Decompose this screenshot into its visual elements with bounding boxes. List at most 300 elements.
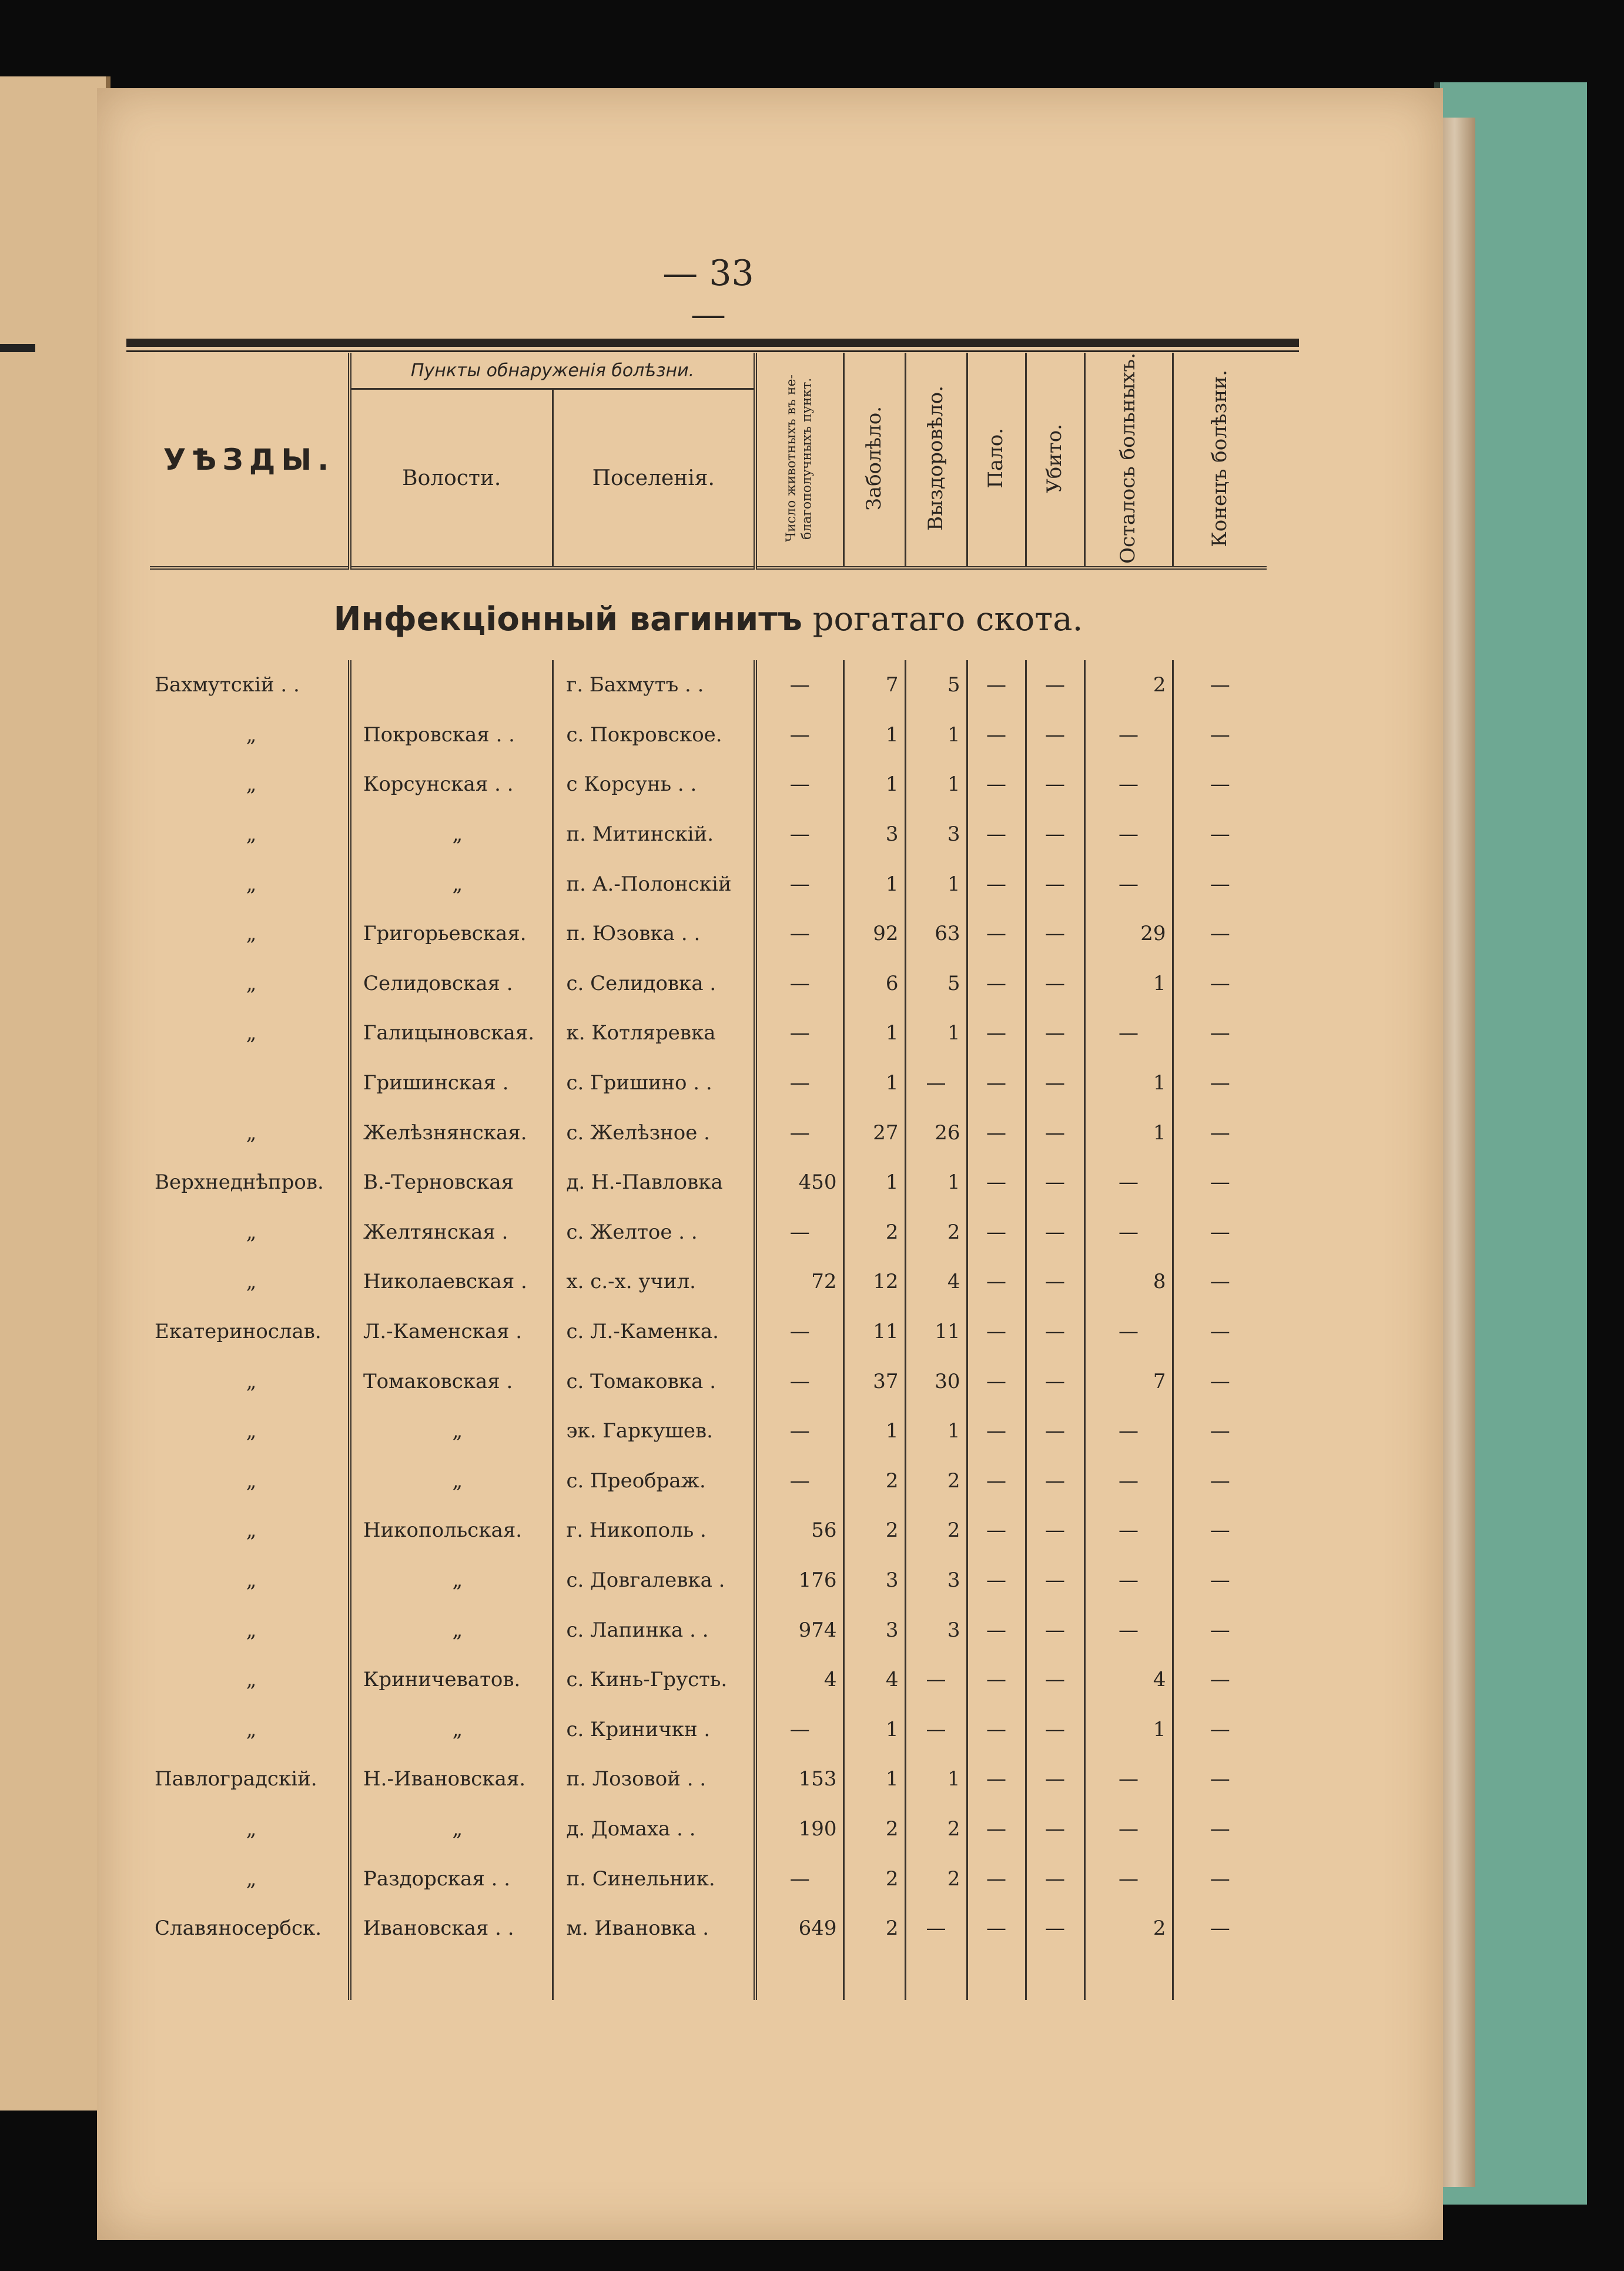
cell-ost: 1	[1084, 1108, 1173, 1158]
cell-chislo: —	[755, 810, 843, 859]
cell-ost: 29	[1084, 909, 1173, 959]
cell-chislo: 176	[755, 1556, 843, 1606]
cell-uezd: Славяносербск.	[155, 1917, 322, 1941]
cell-kon: —	[1173, 1506, 1267, 1556]
cell-zab: 1	[843, 1008, 905, 1058]
cell-ost: 1	[1084, 1058, 1173, 1108]
cell-vol: Раздорская . .	[350, 1854, 553, 1904]
cell-palo: —	[967, 1008, 1026, 1058]
cell-vyz: 2	[905, 1456, 967, 1506]
cell-palo: —	[967, 1804, 1026, 1854]
cell-vyz: 2	[905, 1506, 967, 1556]
cell-uezd: „	[246, 822, 257, 847]
cell-vol: Николаевская .	[350, 1257, 553, 1307]
table-row	[150, 1456, 1267, 1506]
cell-zab: 37	[843, 1356, 905, 1406]
cell-zab: 2	[843, 1506, 905, 1556]
cell-ost: —	[1084, 1556, 1173, 1606]
cell-zab: 6	[843, 959, 905, 1009]
cell-zab: 2	[843, 1804, 905, 1854]
header-chislo: Число животныхъ въ не-благополучныхъ пункт.	[755, 353, 843, 568]
table-bottom	[150, 1953, 1267, 2000]
cell-uezd: „	[246, 971, 257, 995]
cell-palo: —	[967, 810, 1026, 859]
cell-uezd: „	[246, 1717, 257, 1741]
cell-ubito: —	[1026, 810, 1084, 859]
header-palo: Пало.	[967, 353, 1026, 568]
cell-vyz: —	[905, 1058, 967, 1108]
cell-ost: —	[1084, 1008, 1173, 1058]
cell-vyz: 1	[905, 1406, 967, 1456]
cell-ubito: —	[1026, 1356, 1084, 1406]
cell-ubito: —	[1026, 1704, 1084, 1754]
cell-pos: с. Лапинка . .	[553, 1605, 755, 1655]
cell-pos: с. Гришино . .	[553, 1058, 755, 1108]
cell-palo: —	[967, 1754, 1026, 1804]
cell-zab: 2	[843, 1854, 905, 1904]
cell-kon: —	[1173, 1904, 1267, 1954]
table-row	[150, 1704, 1267, 1754]
cell-ubito: —	[1026, 660, 1084, 710]
cell-zab: 2	[843, 1904, 905, 1954]
cell-pos: к. Котляревка	[553, 1008, 755, 1058]
cell-ost: —	[1084, 1456, 1173, 1506]
cell-ost: 1	[1084, 1704, 1173, 1754]
cell-palo: —	[967, 1307, 1026, 1357]
cell-kon: —	[1173, 1356, 1267, 1406]
cell-ubito: —	[1026, 1556, 1084, 1606]
cell-ubito: —	[1026, 1655, 1084, 1705]
cell-zab: 12	[843, 1257, 905, 1307]
cell-kon: —	[1173, 1406, 1267, 1456]
cell-ost: —	[1084, 1506, 1173, 1556]
cell-vyz: 5	[905, 959, 967, 1009]
cell-vol: Л.-Каменская .	[350, 1307, 553, 1357]
cell-chislo: 72	[755, 1257, 843, 1307]
cell-palo: —	[967, 1506, 1026, 1556]
cell-ubito: —	[1026, 859, 1084, 909]
cell-chislo: —	[755, 859, 843, 909]
cell-kon: —	[1173, 909, 1267, 959]
cell-vyz: 1	[905, 710, 967, 760]
cell-palo: —	[967, 1854, 1026, 1904]
cell-palo: —	[967, 1208, 1026, 1257]
cell-pos: д. Н.-Павловка	[553, 1158, 755, 1208]
cell-pos: п. А.-Полонскій	[553, 859, 755, 909]
cell-chislo: —	[755, 1008, 843, 1058]
cell-pos: п. Лозовой . .	[553, 1754, 755, 1804]
cell-zab: 11	[843, 1307, 905, 1357]
cell-uezd: „	[246, 1867, 257, 1891]
cell-kon: —	[1173, 1854, 1267, 1904]
cell-vol: Корсунская . .	[350, 760, 553, 810]
cell-vol: Покровская . .	[350, 710, 553, 760]
cell-uezd: Бахмутскій . .	[155, 673, 300, 697]
left-page-rule	[0, 344, 35, 352]
cell-palo: —	[967, 1904, 1026, 1954]
cell-chislo: —	[755, 1208, 843, 1257]
cell-vyz: 2	[905, 1854, 967, 1904]
cell-kon: —	[1173, 959, 1267, 1009]
table-row	[150, 1307, 1267, 1357]
cell-pos: с. Довгалевка .	[553, 1556, 755, 1606]
header-ubito: Убито.	[1026, 353, 1084, 568]
table-row	[150, 909, 1267, 959]
cell-chislo: —	[755, 1108, 843, 1158]
cell-palo: —	[967, 1655, 1026, 1705]
cell-zab: 1	[843, 1704, 905, 1754]
cell-pos: г. Бахмутъ . .	[553, 660, 755, 710]
cell-zab: 3	[843, 1605, 905, 1655]
cell-pos: п. Синельник.	[553, 1854, 755, 1904]
cell-uezd: „	[246, 772, 257, 797]
table-row	[150, 710, 1267, 760]
cell-ubito: —	[1026, 1406, 1084, 1456]
table-row	[150, 1904, 1267, 1954]
cell-ost: 2	[1084, 1904, 1173, 1954]
page-number: — 33 —	[662, 253, 754, 335]
cell-palo: —	[967, 1108, 1026, 1158]
header-konets: Конецъ болѣзни.	[1173, 353, 1267, 568]
cell-chislo: —	[755, 1854, 843, 1904]
cell-zab: 27	[843, 1108, 905, 1158]
table-row	[150, 1854, 1267, 1904]
table-row	[150, 1804, 1267, 1854]
cell-ost: —	[1084, 810, 1173, 859]
cell-pos: с. Преображ.	[553, 1456, 755, 1506]
cell-vyz: 2	[905, 1208, 967, 1257]
cell-vol: Н.-Ивановская.	[350, 1754, 553, 1804]
table-row	[150, 1556, 1267, 1606]
cell-uezd: „	[246, 1121, 257, 1145]
cell-kon: —	[1173, 1456, 1267, 1506]
cell-kon: —	[1173, 1257, 1267, 1307]
cell-vyz: 1	[905, 1754, 967, 1804]
cell-vol: „	[350, 1556, 553, 1606]
cell-ost: 4	[1084, 1655, 1173, 1705]
cell-palo: —	[967, 1058, 1026, 1108]
table-row	[150, 1406, 1267, 1456]
cell-uezd: „	[246, 1469, 257, 1493]
cell-ost: 8	[1084, 1257, 1173, 1307]
table-row	[150, 1257, 1267, 1307]
cell-ubito: —	[1026, 1754, 1084, 1804]
cell-ubito: —	[1026, 1008, 1084, 1058]
cell-vyz: —	[905, 1904, 967, 1954]
cell-uezd: „	[246, 1369, 257, 1393]
top-rule	[126, 339, 1299, 347]
cell-ubito: —	[1026, 909, 1084, 959]
cell-kon: —	[1173, 1307, 1267, 1357]
cell-chislo: 450	[755, 1158, 843, 1208]
cell-ost: —	[1084, 1854, 1173, 1904]
cell-vyz: 3	[905, 1605, 967, 1655]
section-title	[150, 578, 1267, 660]
cell-vol: Желтянская .	[350, 1208, 553, 1257]
header-vyzdorovelo: Выздоровѣло.	[905, 353, 967, 568]
cell-chislo: 4	[755, 1655, 843, 1705]
cell-vyz: 11	[905, 1307, 967, 1357]
cell-vyz: 5	[905, 660, 967, 710]
cell-pos: с. Л.-Каменка.	[553, 1307, 755, 1357]
cell-chislo: 56	[755, 1506, 843, 1556]
cell-pos: с. Криничкн .	[553, 1704, 755, 1754]
cell-pos: с. Кинь-Грусть.	[553, 1655, 755, 1705]
cell-pos: с. Желѣзное .	[553, 1108, 755, 1158]
cell-palo: —	[967, 1556, 1026, 1606]
table-row	[150, 1655, 1267, 1705]
cell-uezd: „	[246, 1270, 257, 1294]
cell-palo: —	[967, 959, 1026, 1009]
cell-vol: „	[350, 1704, 553, 1754]
cell-chislo: —	[755, 1307, 843, 1357]
cell-ost: —	[1084, 1158, 1173, 1208]
cell-zab: 1	[843, 1754, 905, 1804]
cell-ubito: —	[1026, 1307, 1084, 1357]
cell-pos: с. Томаковка .	[553, 1356, 755, 1406]
cell-zab: 1	[843, 1158, 905, 1208]
cell-kon: —	[1173, 660, 1267, 710]
cell-ost: —	[1084, 1754, 1173, 1804]
cell-kon: —	[1173, 810, 1267, 859]
header-uezdy: УѢЗДЫ.	[163, 442, 335, 477]
header-ostalos: Осталось больныхъ.	[1084, 353, 1173, 568]
cell-palo: —	[967, 909, 1026, 959]
cell-zab: 2	[843, 1456, 905, 1506]
cell-vol	[350, 660, 553, 710]
cell-vol: В.-Терновская	[350, 1158, 553, 1208]
table-row	[150, 1208, 1267, 1257]
cell-kon: —	[1173, 1704, 1267, 1754]
table-row	[150, 1108, 1267, 1158]
cell-ost: 1	[1084, 959, 1173, 1009]
cell-ost: 7	[1084, 1356, 1173, 1406]
cell-ubito: —	[1026, 710, 1084, 760]
cell-palo: —	[967, 760, 1026, 810]
cell-uezd	[150, 1058, 350, 1108]
cell-pos: д. Домаха . .	[553, 1804, 755, 1854]
cell-uezd: Екатеринослав.	[155, 1320, 322, 1344]
cell-ubito: —	[1026, 1605, 1084, 1655]
cell-pos: с. Селидовка .	[553, 959, 755, 1009]
cell-vol: Ивановская . .	[350, 1904, 553, 1954]
cell-chislo: —	[755, 959, 843, 1009]
cell-kon: —	[1173, 1754, 1267, 1804]
cell-uezd: „	[246, 1668, 257, 1692]
cell-vol: „	[350, 1804, 553, 1854]
cell-ost: —	[1084, 1605, 1173, 1655]
cell-vyz: 1	[905, 1158, 967, 1208]
cell-ubito: —	[1026, 1158, 1084, 1208]
cell-ubito: —	[1026, 1257, 1084, 1307]
cell-chislo: 974	[755, 1605, 843, 1655]
table-row	[150, 1605, 1267, 1655]
cell-vyz: —	[905, 1704, 967, 1754]
cell-vyz: 30	[905, 1356, 967, 1406]
section-title-rest: рогатаго скота.	[812, 600, 1083, 638]
cell-vyz: 63	[905, 909, 967, 959]
cell-ost: —	[1084, 859, 1173, 909]
cell-chislo: 649	[755, 1904, 843, 1954]
cell-kon: —	[1173, 1008, 1267, 1058]
cell-pos: х. с.-х. учил.	[553, 1257, 755, 1307]
cell-ubito: —	[1026, 1904, 1084, 1954]
cell-vyz: 3	[905, 810, 967, 859]
cell-vol: Галицыновская.	[350, 1008, 553, 1058]
statistics-table	[150, 353, 1267, 2000]
table-row	[150, 1506, 1267, 1556]
table-row	[150, 1356, 1267, 1406]
cell-uezd: „	[246, 1220, 257, 1244]
cell-chislo: —	[755, 1456, 843, 1506]
cell-vol: „	[350, 1605, 553, 1655]
cell-ubito: —	[1026, 1058, 1084, 1108]
cell-zab: 7	[843, 660, 905, 710]
cell-vyz: 2	[905, 1804, 967, 1854]
cell-ost: —	[1084, 710, 1173, 760]
cell-ost: —	[1084, 1208, 1173, 1257]
cell-uezd: Павлоградскій.	[155, 1767, 317, 1791]
cell-uezd: „	[246, 872, 257, 896]
cell-uezd: „	[246, 1568, 257, 1592]
cell-uezd: „	[246, 1817, 257, 1841]
cell-kon: —	[1173, 1556, 1267, 1606]
cell-ubito: —	[1026, 959, 1084, 1009]
cell-pos: с. Желтое . .	[553, 1208, 755, 1257]
cell-ost: 2	[1084, 660, 1173, 710]
cell-uezd: „	[246, 922, 257, 946]
table-row	[150, 859, 1267, 909]
cell-vyz: 1	[905, 859, 967, 909]
header-poseleniya: Поселенія.	[553, 389, 755, 568]
cell-palo: —	[967, 1158, 1026, 1208]
cell-palo: —	[967, 710, 1026, 760]
cell-pos: п. Юзовка . .	[553, 909, 755, 959]
cell-uezd: „	[246, 1419, 257, 1443]
cell-palo: —	[967, 1257, 1026, 1307]
cell-vol: Криничеватов.	[350, 1655, 553, 1705]
cell-kon: —	[1173, 1208, 1267, 1257]
cell-kon: —	[1173, 710, 1267, 760]
table-row	[150, 810, 1267, 859]
table-row	[150, 1008, 1267, 1058]
cell-palo: —	[967, 1456, 1026, 1506]
cell-kon: —	[1173, 1804, 1267, 1854]
cell-ost: —	[1084, 1804, 1173, 1854]
header-volosti: Волости.	[350, 389, 553, 568]
cell-ubito: —	[1026, 1854, 1084, 1904]
cell-vol: Желѣзнянская.	[350, 1108, 553, 1158]
cell-uezd: „	[246, 723, 257, 747]
cell-ost: —	[1084, 1307, 1173, 1357]
cell-chislo: —	[755, 660, 843, 710]
cell-chislo: —	[755, 1356, 843, 1406]
cell-vol: „	[350, 859, 553, 909]
cell-zab: 4	[843, 1655, 905, 1705]
cell-chislo: —	[755, 909, 843, 959]
cell-kon: —	[1173, 1605, 1267, 1655]
cell-vol: „	[350, 1456, 553, 1506]
cell-uezd: „	[246, 1618, 257, 1642]
cell-kon: —	[1173, 859, 1267, 909]
cell-ost: —	[1084, 1406, 1173, 1456]
cell-zab: 92	[843, 909, 905, 959]
cell-kon: —	[1173, 760, 1267, 810]
cell-vol: Никопольская.	[350, 1506, 553, 1556]
cell-chislo: —	[755, 710, 843, 760]
cell-vol: Гришинская .	[350, 1058, 553, 1108]
cell-zab: 1	[843, 859, 905, 909]
cell-pos: с. Покровское.	[553, 710, 755, 760]
cell-vol: Селидовская .	[350, 959, 553, 1009]
cell-vyz: 1	[905, 760, 967, 810]
cell-zab: 1	[843, 760, 905, 810]
cell-kon: —	[1173, 1058, 1267, 1108]
cell-vol: „	[350, 810, 553, 859]
cell-pos: м. Ивановка .	[553, 1904, 755, 1954]
cell-uezd: „	[246, 1519, 257, 1543]
cell-chislo: 153	[755, 1754, 843, 1804]
cell-uezd: „	[246, 1021, 257, 1045]
cell-vol: Григорьевская.	[350, 909, 553, 959]
cell-kon: —	[1173, 1655, 1267, 1705]
cell-chislo: —	[755, 1704, 843, 1754]
cell-zab: 1	[843, 1406, 905, 1456]
section-title-bold: Инфекціонный вагинитъ	[333, 600, 802, 638]
cell-ubito: —	[1026, 1108, 1084, 1158]
cell-ubito: —	[1026, 1456, 1084, 1506]
cell-zab: 3	[843, 810, 905, 859]
cell-pos: с Корсунь . .	[553, 760, 755, 810]
cell-chislo: —	[755, 1058, 843, 1108]
cell-ubito: —	[1026, 1506, 1084, 1556]
table-row	[150, 660, 1267, 710]
cell-ubito: —	[1026, 1208, 1084, 1257]
cell-vyz: 4	[905, 1257, 967, 1307]
cell-palo: —	[967, 1406, 1026, 1456]
cell-pos: п. Митинскій.	[553, 810, 755, 859]
cell-vyz: 1	[905, 1008, 967, 1058]
header-zabolelo: Заболѣло.	[843, 353, 905, 568]
cell-zab: 2	[843, 1208, 905, 1257]
cell-kon: —	[1173, 1108, 1267, 1158]
cell-ost: —	[1084, 760, 1173, 810]
cell-palo: —	[967, 1704, 1026, 1754]
top-rule-thin	[126, 350, 1299, 352]
header-punkty: Пункты обнаруженія болѣзни.	[350, 353, 755, 389]
cell-chislo: —	[755, 1406, 843, 1456]
table-row	[150, 1158, 1267, 1208]
cell-zab: 3	[843, 1556, 905, 1606]
table-row	[150, 760, 1267, 810]
left-page-edge	[0, 76, 111, 2111]
table-row	[150, 1754, 1267, 1804]
cell-palo: —	[967, 859, 1026, 909]
cell-palo: —	[967, 1605, 1026, 1655]
cell-zab: 1	[843, 1058, 905, 1108]
cell-palo: —	[967, 660, 1026, 710]
cell-ubito: —	[1026, 760, 1084, 810]
cell-chislo: 190	[755, 1804, 843, 1854]
table-row	[150, 959, 1267, 1009]
cell-uezd: Верхнеднѣпров.	[155, 1170, 324, 1195]
cell-pos: эк. Гаркушев.	[553, 1406, 755, 1456]
cell-palo: —	[967, 1356, 1026, 1406]
cell-chislo: —	[755, 760, 843, 810]
cell-ubito: —	[1026, 1804, 1084, 1854]
cell-vyz: 26	[905, 1108, 967, 1158]
cell-pos: г. Никополь .	[553, 1506, 755, 1556]
